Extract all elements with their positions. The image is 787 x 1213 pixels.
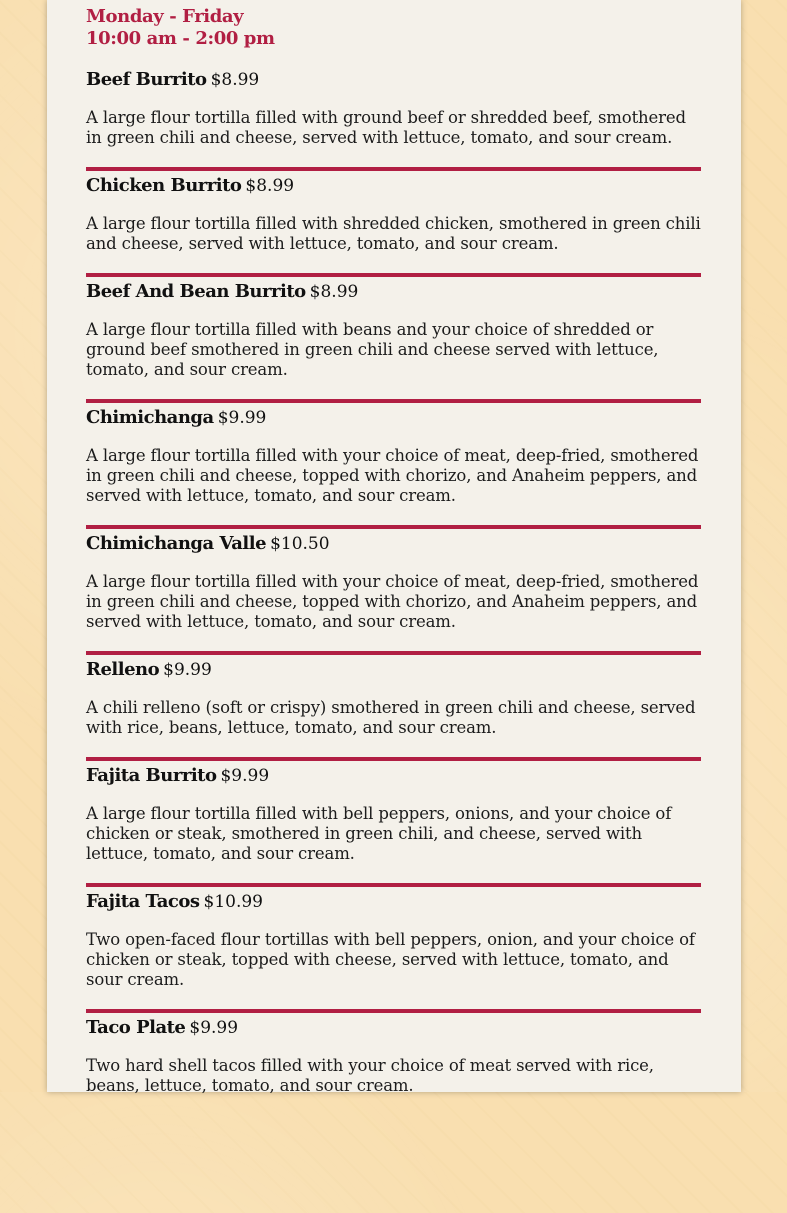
menu-item-title — [86, 171, 294, 201]
menu-item-name: Fajita Burrito — [86, 765, 217, 786]
hours-days: Monday - Friday — [86, 6, 244, 27]
menu-item-price: $9.99 — [163, 660, 212, 680]
menu-item-chimichanga — [86, 403, 701, 529]
menu-item-fajita-tacos — [86, 887, 701, 1013]
menu-item-description: A large flour tortilla filled with shredded chicken, smothered in green chili and cheese, served with lettuce, tomato, and sour cream. — [86, 214, 701, 253]
menu-item-title — [86, 655, 212, 685]
menu-item-price: $8.99 — [245, 176, 295, 196]
menu-item-name: Chicken Burrito — [86, 175, 242, 196]
menu-item-name: Chimichanga — [86, 407, 214, 428]
menu-panel — [47, 0, 741, 1095]
menu-item-description: Two hard shell tacos filled with your choice of meat served with rice, beans, lettuce, tomato, and sour cream. — [86, 1056, 654, 1095]
menu-item-chimichanga-valle — [86, 529, 701, 655]
menu-item-price: $9.99 — [220, 766, 270, 786]
menu-item-description: A large flour tortilla filled with beans and your choice of shredded or ground beef smothered in green chili and cheese served with lettuce, tomato, and sour cream. — [86, 320, 659, 379]
menu-item-name: Beef And Bean Burrito — [86, 281, 306, 302]
hours-heading — [86, 6, 275, 50]
menu-item-description: A large flour tortilla filled with ground beef or shredded beef, smothered in green chili and cheese, served with lettuce, tomato, and sour cream. — [86, 108, 686, 147]
menu-item-price: $8.99 — [309, 282, 359, 302]
menu-item-title — [86, 65, 259, 95]
menu-item-title — [86, 529, 330, 559]
menu-item-title — [86, 887, 263, 917]
menu-item-title — [86, 1013, 238, 1043]
menu-item-taco-plate — [86, 1013, 701, 1213]
menu-item-description: A large flour tortilla filled with your choice of meat, deep-fried, smothered in green chili and cheese, topped with chorizo, and Anaheim peppers, and served with lettuce, tomato, and sour cream. — [86, 572, 699, 631]
menu-item-chicken-burrito — [86, 171, 701, 277]
menu-item-name: Fajita Tacos — [86, 891, 200, 912]
menu-item-price: $8.99 — [210, 70, 260, 90]
menu-item-description: A large flour tortilla filled with your choice of meat, deep-fried, smothered in green chili and cheese, topped with chorizo, and Anaheim peppers, and served with lettuce, tomato, and sour cream. — [86, 446, 699, 505]
menu-item-title — [86, 761, 269, 791]
menu-item-price: $9.99 — [217, 408, 267, 428]
menu-item-name: Beef Burrito — [86, 69, 207, 90]
hours-time: 10:00 am - 2:00 pm — [86, 28, 275, 49]
menu-items-list — [86, 65, 701, 1213]
menu-item-beef-burrito — [86, 65, 701, 171]
menu-item-description: A large flour tortilla filled with bell peppers, onions, and your choice of chicken or steak, smothered in green chili, and cheese, served with lettuce, tomato, and sour cream. — [86, 804, 672, 863]
menu-item-price: $10.50 — [270, 534, 330, 554]
menu-item-name: Relleno — [86, 659, 160, 680]
menu-item-beef-and-bean-burrito — [86, 277, 701, 403]
menu-item-title — [86, 277, 358, 307]
menu-item-price: $10.99 — [203, 892, 263, 912]
menu-item-name: Chimichanga Valle — [86, 533, 267, 554]
menu-item-description: A chili relleno (soft or crispy) smothered in green chili and cheese, served with rice, beans, lettuce, tomato, and sour cream. — [86, 698, 696, 737]
menu-item-title — [86, 403, 266, 433]
menu-item-name: Taco Plate — [86, 1017, 186, 1038]
menu-item-description: Two open-faced flour tortillas with bell peppers, onion, and your choice of chicken or steak, topped with cheese, served with lettuce, tomato, and sour cream. — [86, 930, 695, 989]
menu-item-relleno — [86, 655, 701, 761]
menu-item-fajita-burrito — [86, 761, 701, 887]
menu-item-price: $9.99 — [189, 1018, 239, 1038]
